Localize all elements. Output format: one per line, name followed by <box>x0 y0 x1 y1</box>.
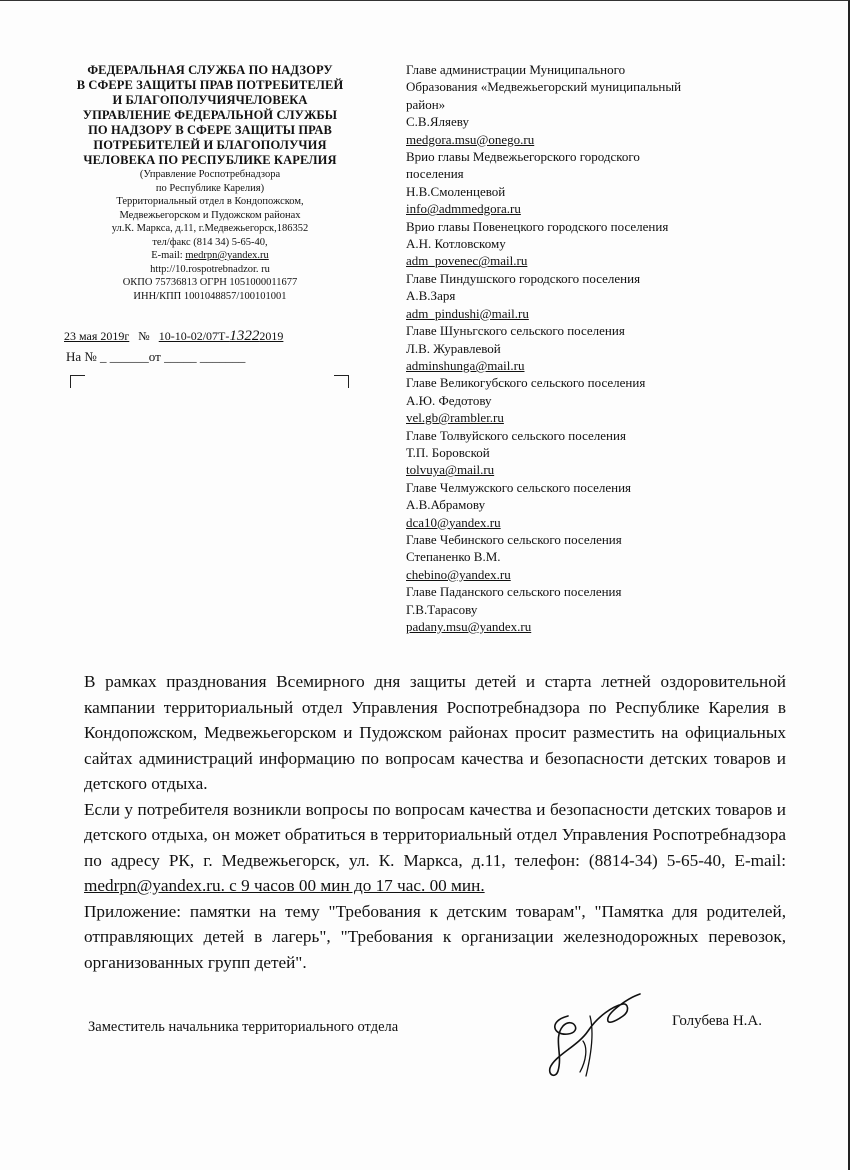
recipient-line: Н.В.Смоленцевой <box>406 183 506 199</box>
sender-header <box>60 63 360 303</box>
recipient-line: Главе Паданского сельского поселения <box>406 584 622 600</box>
registration-no-label: № <box>138 329 150 343</box>
sender-org-line: И БЛАГОПОЛУЧИЯЧЕЛОВЕКА <box>112 93 308 107</box>
sender-org-line: УПРАВЛЕНИЕ ФЕДЕРАЛЬНОЙ СЛУЖБЫ <box>82 108 338 122</box>
recipient-email[interactable]: dca10@yandex.ru <box>406 514 501 530</box>
recipient-line: А.В.Абрамову <box>406 497 486 513</box>
body-paragraph-1: В рамках празднования Всемирного дня защиты детей и старта летней оздоровительной кампании территориальный отдел Управления Роспотребнадзора по Республике Карелия в Кондопожском, Медвежьегорском и Пудожском районах просит разместить на официальных сайтах администраций информацию по вопросам качества и безопасности детских товаров и детского отдыха. <box>84 672 786 793</box>
recipient-email[interactable]: tolvuya@mail.ru <box>406 462 495 478</box>
recipient-line: А.Н. Котловскому <box>406 236 506 252</box>
recipient-line: С.В.Яляеву <box>406 114 469 130</box>
registration-date: 23 мая 2019г <box>64 329 130 343</box>
sender-detail-line: ул.К. Маркса, д.11, г.Медвежьегорск,186352 <box>111 223 309 234</box>
recipient-email[interactable]: medgora.msu@onego.ru <box>406 131 535 147</box>
sender-details <box>60 168 360 249</box>
recipient-line: Врио главы Медвежьегорского городского <box>406 149 640 165</box>
recipient-line: Главе Великогубского сельского поселения <box>406 375 646 391</box>
sender-org-line: ПО НАДЗОРУ В СФЕРЕ ЗАЩИТЫ ПРАВ <box>88 123 332 137</box>
sender-org-line: ФЕДЕРАЛЬНАЯ СЛУЖБА ПО НАДЗОРУ <box>87 63 333 77</box>
recipients-list <box>406 61 826 635</box>
sender-org-line: В СФЕРЕ ЗАЩИТЫ ПРАВ ПОТРЕБИТЕЛЕЙ <box>76 78 344 92</box>
sender-detail-line: Территориальный отдел в Кондопожском, <box>116 196 304 207</box>
recipient-line: Т.П. Боровской <box>406 444 490 460</box>
sender-detail-line: ИНН/КПП 1001048857/100101001 <box>133 290 287 302</box>
handwritten-number: 1322 <box>229 328 260 344</box>
contact-email-hours: medrpn@yandex.ru. с 9 часов 00 мин до 17 час. 00 мин. <box>84 876 485 895</box>
address-corner-left <box>70 375 85 388</box>
signatory-name: Голубева Н.А. <box>672 1013 762 1029</box>
sender-detail-line: (Управление Роспотребнадзора <box>139 169 281 180</box>
body-paragraph-2: Если у потребителя возникли вопросы по вопросам качества и безопасности детских товаров и детского отдыха, он может обратиться в территориальный отдел Управления Роспотребнадзора по адресу РК, г. Медвежьегорск, ул. К. Маркса, д.11, телефон: (8814-34) 5-65-40, E-mail: medrpn@yandex.ru. с 9 часов 00 мин до 17 час. 00 мин. <box>84 799 786 895</box>
body-paragraph-3: Приложение: памятки на тему "Требования к детским товарам", "Памятка для родителей, отправляющих детей в лагерь", "Требования к организации железнодорожных перевозок, организованных групп детей". <box>84 901 786 972</box>
recipient-line: Образования «Медвежьегорский муниципальный <box>406 79 682 95</box>
registration-line <box>64 328 283 345</box>
sender-detail-line: Медвежьегорском и Пудожском районах <box>119 209 301 221</box>
reply-to-line: На № _ ______от _____ _______ <box>66 349 246 364</box>
sender-detail-line: http://10.rospotrebnadzor. ru <box>150 263 270 275</box>
recipient-email[interactable]: adm_povenec@mail.ru <box>406 253 528 269</box>
sender-email-line <box>60 249 360 263</box>
recipient-email[interactable]: vel.gb@rambler.ru <box>406 410 504 426</box>
sender-organization-bold <box>60 63 360 168</box>
recipient-line: Главе администрации Муниципального <box>406 62 626 77</box>
recipient-line: А.Ю. Федотову <box>406 392 492 408</box>
sender-org-line: ЧЕЛОВЕКА ПО РЕСПУБЛИКЕ КАРЕЛИЯ <box>83 153 337 167</box>
recipient-line: А.В.Заря <box>406 288 456 304</box>
recipient-email[interactable]: padany.msu@yandex.ru <box>406 619 532 634</box>
sender-details-2 <box>60 263 360 304</box>
recipient-line: Г.В.Тарасову <box>406 601 478 617</box>
recipient-line: Главе Шуньгского сельского поселения <box>406 323 625 339</box>
letter-body <box>84 669 786 975</box>
signatory-title: Заместитель начальника территориального отдела <box>88 1019 399 1035</box>
recipient-line: Л.В. Журавлевой <box>406 340 501 356</box>
recipient-line: Главе Челмужского сельского поселения <box>406 479 631 495</box>
recipient-line: Врио главы Повенецкого городского поселения <box>406 218 669 234</box>
recipient-line: Главе Пиндушского городского поселения <box>406 270 641 286</box>
sender-org-line: ПОТРЕБИТЕЛЕЙ И БЛАГОПОЛУЧИЯ <box>93 138 327 152</box>
sender-email[interactable]: medrpn@yandex.ru <box>185 250 269 261</box>
sender-detail-line: по Республике Карелия) <box>155 182 265 194</box>
recipient-line: район» <box>406 96 446 112</box>
recipient-email[interactable]: adm_pindushi@mail.ru <box>406 305 529 321</box>
recipient-email[interactable]: info@admmedgora.ru <box>406 201 521 217</box>
recipient-line: Главе Чебинского сельского поселения <box>406 531 622 547</box>
address-corner-right <box>334 375 349 388</box>
sender-detail-line: ОКПО 75736813 ОГРН 1051000011677 <box>122 277 298 288</box>
recipient-line: Степаненко В.М. <box>406 549 501 565</box>
recipient-line: поселения <box>406 166 464 182</box>
recipient-email[interactable]: chebino@yandex.ru <box>406 566 511 582</box>
handwritten-signature-icon <box>528 976 658 1086</box>
registration-number: 10-10-02/07Т-13222019 <box>158 328 284 344</box>
recipient-line: Главе Толвуйского сельского поселения <box>406 427 626 443</box>
recipient-email[interactable]: adminshunga@mail.ru <box>406 357 525 373</box>
sender-detail-line: тел/факс (814 34) 5-65-40, <box>152 236 268 248</box>
sender-email-label: E-mail: <box>151 250 183 261</box>
